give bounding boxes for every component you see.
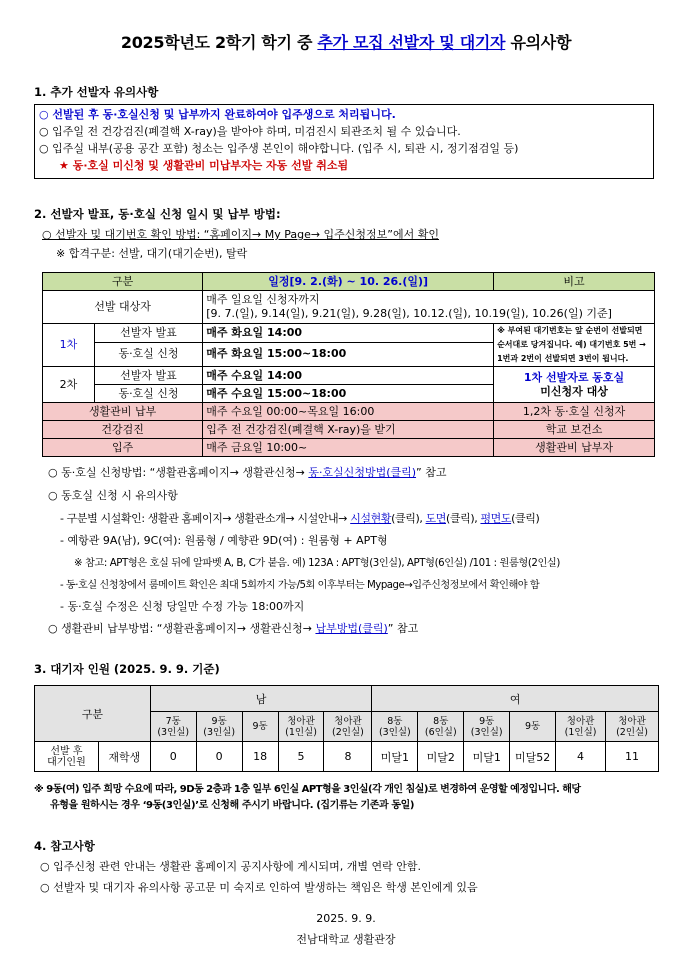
plan-view-link[interactable]: 평면도 — [480, 512, 512, 525]
wait-row-sub: 재학생 — [98, 742, 150, 772]
move-note: 생활관비 납부자 — [494, 439, 655, 457]
fee-method-link[interactable]: 납부방법(클릭) — [315, 622, 388, 635]
wait-col-header: 9동 — [510, 712, 556, 742]
s2-check-method: ○ 선발자 및 대기번호 확인 방법: “홈페이지→ My Page→ 입주신청정보”에서 확인 — [42, 228, 440, 241]
room-apply-link[interactable]: 동·호실신청방법(클릭) — [308, 466, 417, 479]
footer-date: 2025. 9. 9. — [316, 912, 376, 925]
section1-heading: 1. 추가 선발자 유의사항 — [34, 85, 159, 99]
room-apply-method: ○ 동·호실 신청방법: “생활관홈페이지→ 생활관신청→ 동·호실신청방법(클릭)” 참고 — [48, 466, 447, 479]
floor-plan-link[interactable]: 도면 — [425, 512, 446, 525]
fee-method: ○ 생활관비 납부방법: “생활관홈페이지→ 생활관신청→ 납부방법(클릭)” 참고 — [48, 622, 419, 635]
round2-note: 1차 선발자로 동호실 미신청자 대상 — [494, 367, 655, 403]
target-label: 선발 대상자 — [43, 291, 203, 324]
apt-note: ※ 참고: APT형은 호실 뒤에 알파벳 A, B, C가 붙음. 예) 123A : APT형(3인실), APT형(6인실) /101 : 원룸형(2인실) — [74, 558, 560, 569]
section3-heading: 3. 대기자 인원 (2025. 9. 9. 기준) — [34, 662, 220, 676]
wait-value: 미달52 — [510, 742, 556, 772]
wait-value: 5 — [278, 742, 324, 772]
fee-label: 생활관비 납부 — [43, 403, 203, 421]
round1-announce-time: 매주 화요일 14:00 — [203, 324, 494, 343]
wait-value: 4 — [556, 742, 606, 772]
wait-note-1: ※ 9동(여) 입주 희망 수요에 따라, 9D동 2층과 1층 일부 6인실 APT형을 3인실(각 개인 침실)로 변경하여 운영할 예정입니다. 해당 — [34, 784, 581, 795]
wait-col-header: 9동 — [242, 712, 278, 742]
th-gubun: 구분 — [43, 273, 203, 291]
s2-pass-types: ※ 합격구분: 선발, 대기(대기순번), 탈락 — [56, 247, 248, 260]
wait-value: 0 — [150, 742, 196, 772]
round2-announce: 선발자 발표 — [94, 367, 202, 385]
health-note: 학교 보건소 — [494, 421, 655, 439]
wait-col-header: 9동 (3인실) — [196, 712, 242, 742]
s1-line4: ★ 동·호실 미신청 및 생활관비 미납부자는 자동 선발 취소됨 — [59, 159, 349, 172]
roommate-note: - 동·호실 신청창에서 룸메이트 확인은 최대 5회까지 가능/5회 이후부터는 Mypage→입주신청정보에서 확인해야 함 — [60, 580, 540, 591]
round2-label: 2차 — [43, 367, 95, 403]
wait-col-header: 8동 (3인실) — [372, 712, 418, 742]
wait-col-header: 청아관 (1인실) — [278, 712, 324, 742]
section2-heading: 2. 선발자 발표, 동·호실 신청 일시 및 납부 방법: — [34, 207, 281, 221]
round1-note: ※ 부여된 대기번호는 앞 순번이 선발되면 순서대로 당겨집니다. 예) 대기번호 5번 → 1번과 2번이 선발되면 3번이 됩니다. — [494, 324, 655, 367]
health-time: 입주 전 건강검진(폐결핵 X-ray)을 받기 — [203, 421, 494, 439]
s4-line2: ○ 선발자 및 대기자 유의사항 공고문 미 숙지로 인하여 발생하는 책임은 학생 본인에게 있음 — [40, 881, 478, 894]
edit-note: - 동·호실 수정은 신청 당일만 수정 가능 18:00까지 — [60, 600, 305, 613]
s1-line2: ○ 입주일 전 건강검진(폐결핵 X-ray)을 받아야 하며, 미검진시 퇴관조치 될 수 있습니다. — [39, 125, 461, 138]
fee-time: 매주 수요일 00:00~목요일 16:00 — [203, 403, 494, 421]
wait-col-header: 8동 (6인실) — [418, 712, 464, 742]
wait-th-female: 여 — [372, 686, 659, 712]
page-title: 2025학년도 2학기 학기 중 추가 모집 선발자 및 대기자 유의사항 — [120, 33, 572, 52]
wait-th-male: 남 — [150, 686, 372, 712]
s1-line1: ○ 선발된 후 동·호실신청 및 납부까지 완료하여야 입주생으로 처리됩니다. — [39, 108, 396, 121]
round1-label: 1차 — [43, 324, 95, 367]
move-label: 입주 — [43, 439, 203, 457]
footer-org: 전남대학교 생활관장 — [296, 933, 396, 946]
health-label: 건강검진 — [43, 421, 203, 439]
wait-value: 18 — [242, 742, 278, 772]
wait-col-header: 청아관 (2인실) — [606, 712, 659, 742]
wait-value: 미달1 — [372, 742, 418, 772]
th-date: 일정[9. 2.(화) ~ 10. 26.(일)] — [203, 273, 494, 291]
wait-value: 0 — [196, 742, 242, 772]
round2-announce-time: 매주 수요일 14:00 — [203, 367, 494, 385]
wait-col-header: 9동 (3인실) — [464, 712, 510, 742]
move-time: 매주 금요일 10:00~ — [203, 439, 494, 457]
schedule-table — [42, 272, 655, 457]
fee-note: 1,2차 동·호실 신청자 — [494, 403, 655, 421]
th-bigo: 비고 — [494, 273, 655, 291]
round1-announce: 선발자 발표 — [94, 324, 202, 343]
wait-th-gubun: 구분 — [35, 686, 151, 742]
wait-value: 미달1 — [464, 742, 510, 772]
target-cell: 매주 일요일 신청자까지 [9. 7.(일), 9.14(일), 9.21(일), 9.28(일), 10.12.(일), 10.19(일), 10.26(일) 기준] — [203, 291, 655, 324]
round2-room: 동·호실 신청 — [94, 385, 202, 403]
room-apply-notes-heading: ○ 동호실 신청 시 유의사항 — [48, 489, 178, 502]
wait-col-header: 7동 (3인실) — [150, 712, 196, 742]
wait-value: 11 — [606, 742, 659, 772]
s1-line3: ○ 입주실 내부(공용 공간 포함) 청소는 입주생 본인이 해야합니다. (입주 시, 퇴관 시, 정기점검일 등) — [39, 142, 519, 155]
s4-line1: ○ 입주신청 관련 안내는 생활관 홈페이지 공지사항에 게시되며, 개별 연락 안함. — [40, 860, 421, 873]
room-types-note: - 예항관 9A(남), 9C(여): 원룸형 / 예향관 9D(여) : 원룸형 + APT형 — [60, 534, 388, 547]
waitlist-table — [34, 685, 659, 772]
wait-col-header: 청아관 (2인실) — [324, 712, 372, 742]
title-highlight: 추가 모집 선발자 및 대기자 — [317, 33, 506, 52]
facility-check: - 구분별 시설확인: 생활관 홈페이지→ 생활관소개→ 시설안내→ 시설현황(클릭), 도면(클릭), 평면도(클릭) — [60, 512, 540, 525]
round1-room-time: 매주 화요일 15:00~18:00 — [203, 342, 494, 366]
section4-heading: 4. 참고사항 — [34, 839, 95, 853]
wait-value: 미달2 — [418, 742, 464, 772]
wait-value: 8 — [324, 742, 372, 772]
wait-row-label: 선발 후 대기인원 — [35, 742, 99, 772]
wait-col-header: 청아관 (1인실) — [556, 712, 606, 742]
facility-status-link[interactable]: 시설현황 — [350, 512, 392, 525]
section1-box — [34, 104, 654, 179]
round2-room-time: 매주 수요일 15:00~18:00 — [203, 385, 494, 403]
round1-room: 동·호실 신청 — [94, 342, 202, 366]
wait-note-2: 유형을 원하시는 경우 ‘9동(3인실)’로 신청해 주시기 바랍니다. (집기류는 기존과 동일) — [50, 800, 415, 811]
